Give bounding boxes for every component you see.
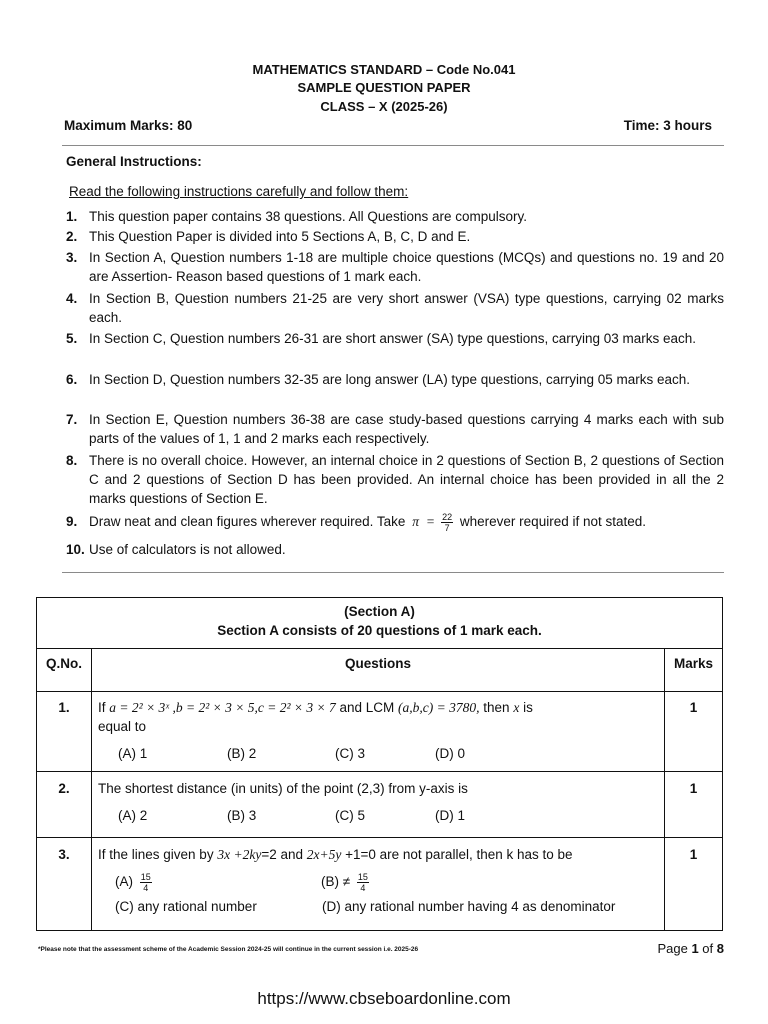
option-a: (A) $\frac{15}{4}$ bbox=[115, 872, 151, 893]
instruction-text: This Question Paper is divided into 5 Sections A, B, C, D and E. bbox=[89, 229, 471, 244]
instruction-text: Draw neat and clean figures wherever required. Take bbox=[89, 514, 406, 530]
question-number: 1. bbox=[58, 700, 70, 715]
header-divider bbox=[62, 145, 724, 146]
question-number: 3. bbox=[58, 847, 70, 862]
instruction-item bbox=[66, 248, 724, 286]
table-rule bbox=[37, 648, 722, 649]
math-expression: 2x+5y bbox=[306, 847, 342, 862]
marks-header: Marks bbox=[673, 656, 714, 671]
class-line: CLASS – X (2025-26) bbox=[320, 99, 448, 114]
option-d: (D) 1 bbox=[435, 808, 465, 823]
instruction-item bbox=[66, 370, 724, 389]
equals-sign: = bbox=[426, 514, 435, 530]
fraction-numerator: 22 bbox=[442, 512, 453, 522]
page-indicator: Page 1 of 8 bbox=[657, 941, 724, 956]
table-rule bbox=[37, 837, 722, 838]
question-marks: 1 bbox=[689, 700, 698, 715]
option-fraction: $\frac{15}{4}$ bbox=[357, 872, 368, 893]
instruction-text: In Section C, Question numbers 26-31 are short answer (SA) type questions, carrying 03 marks each. bbox=[89, 331, 697, 346]
paper-subtitle: SAMPLE QUESTION PAPER bbox=[297, 80, 471, 95]
instruction-text: In Section B, Question numbers 21-25 are very short answer (VSA) type questions, carrying 02 marks each. bbox=[89, 291, 724, 325]
assessment-note: *Please note that the assessment scheme of the Academic Session 2024-25 will continue in the current session i.e. 2025-26 bbox=[38, 946, 419, 953]
option-d: (D) any rational number having 4 as denominator bbox=[322, 899, 616, 914]
read-instructions-line: Read the following instructions carefully and follow them: bbox=[69, 184, 409, 199]
instruction-number: 1. bbox=[66, 209, 78, 224]
option-fraction: $\frac{15}{4}$ bbox=[140, 872, 151, 893]
instruction-item bbox=[66, 289, 724, 327]
general-instructions-heading: General Instructions: bbox=[66, 154, 202, 169]
math-expression: (a,b,c) = 3780, bbox=[398, 700, 480, 715]
option-c: (C) any rational number bbox=[115, 899, 257, 914]
option-a: (A) 1 bbox=[118, 746, 148, 761]
maximum-marks: Maximum Marks: 80 bbox=[64, 118, 193, 133]
option-b: (B) 2 bbox=[227, 746, 257, 761]
total-pages: 8 bbox=[716, 941, 724, 956]
current-page: 1 bbox=[691, 941, 699, 956]
instruction-item bbox=[66, 512, 724, 533]
website-url: https://www.cbseboardonline.com bbox=[257, 989, 511, 1008]
section-title: (Section A) bbox=[344, 604, 415, 619]
math-variable: x bbox=[513, 700, 520, 715]
instruction-text: In Section E, Question numbers 36-38 are case study-based questions carrying 4 marks each with sub parts of the values of 1, 1 and 2 marks each respectively. bbox=[89, 412, 724, 446]
math-expression: a = 2² × 3ˣ ,b = 2² × 3 × 5,c = 2² × 3 × 7 bbox=[109, 700, 336, 715]
instruction-number: 7. bbox=[66, 412, 78, 427]
instruction-number: 4. bbox=[66, 291, 78, 306]
section-a-table bbox=[36, 597, 723, 931]
instruction-number: 5. bbox=[66, 331, 78, 346]
instruction-text: In Section A, Question numbers 1-18 are multiple choice questions (MCQs) and questions no. 19 and 20 are Assertion- Reason based questions of 1 mark each. bbox=[89, 250, 724, 284]
instruction-text: Use of calculators is not allowed. bbox=[89, 542, 286, 557]
instruction-number: 8. bbox=[66, 453, 78, 468]
questions-header: Questions bbox=[344, 656, 411, 671]
pi-fraction bbox=[441, 512, 453, 533]
qno-header: Q.No. bbox=[46, 656, 82, 671]
question-number: 2. bbox=[58, 781, 70, 796]
question-text: If a = 2² × 3ˣ ,b = 2² × 3 × 5,c = 2² × 3 × 7 and LCM (a,b,c) = 3780, then x is equal to bbox=[98, 700, 533, 734]
instruction-item bbox=[66, 540, 724, 559]
option-d: (D) 0 bbox=[435, 746, 465, 761]
instruction-number: 2. bbox=[66, 229, 78, 244]
question-text: If the lines given by 3x +2ky=2 and 2x+5y +1=0 are not parallel, then k has to be bbox=[98, 847, 573, 862]
option-c: (C) 3 bbox=[335, 746, 365, 761]
instruction-item bbox=[66, 410, 724, 448]
math-expression: 3x +2ky bbox=[217, 847, 262, 862]
instruction-number: 10. bbox=[66, 542, 85, 557]
paper-title: MATHEMATICS STANDARD – Code No.041 bbox=[252, 62, 516, 77]
instruction-text-end: wherever required if not stated. bbox=[459, 514, 647, 530]
instruction-number: 3. bbox=[66, 250, 78, 265]
instruction-number: 9. bbox=[66, 514, 78, 529]
table-rule bbox=[37, 771, 722, 772]
instructions-divider bbox=[62, 572, 724, 573]
option-c: (C) 5 bbox=[335, 808, 365, 823]
pi-symbol: π bbox=[412, 514, 419, 530]
table-rule bbox=[37, 691, 722, 692]
question-marks: 1 bbox=[689, 847, 698, 862]
instruction-item bbox=[66, 451, 724, 508]
option-b: (B) ≠ $\frac{15}{4}$ bbox=[321, 872, 368, 893]
question-marks: 1 bbox=[689, 781, 698, 796]
instruction-number: 6. bbox=[66, 372, 78, 387]
instruction-text: There is no overall choice. However, an internal choice in 2 questions of Section B, 2 questions of Section C and 2 questions of Section D has been provided. An internal choice has been provided in all the 2 marks questions of Section E. bbox=[89, 453, 724, 506]
instruction-text: In Section D, Question numbers 32-35 are long answer (LA) type questions, carrying 05 marks each. bbox=[89, 372, 691, 387]
option-a: (A) 2 bbox=[118, 808, 148, 823]
fraction-denominator: 7 bbox=[444, 523, 450, 533]
instruction-item bbox=[66, 207, 724, 226]
option-b: (B) 3 bbox=[227, 808, 257, 823]
section-subtitle: Section A consists of 20 questions of 1 mark each. bbox=[217, 623, 542, 638]
question-text: The shortest distance (in units) of the point (2,3) from y-axis is bbox=[98, 781, 468, 796]
time-allowed: Time: 3 hours bbox=[623, 118, 712, 133]
table-column-rule bbox=[91, 648, 92, 930]
instruction-item bbox=[66, 329, 724, 348]
instruction-item bbox=[66, 227, 724, 246]
instruction-text: This question paper contains 38 questions. All Questions are compulsory. bbox=[89, 209, 527, 224]
